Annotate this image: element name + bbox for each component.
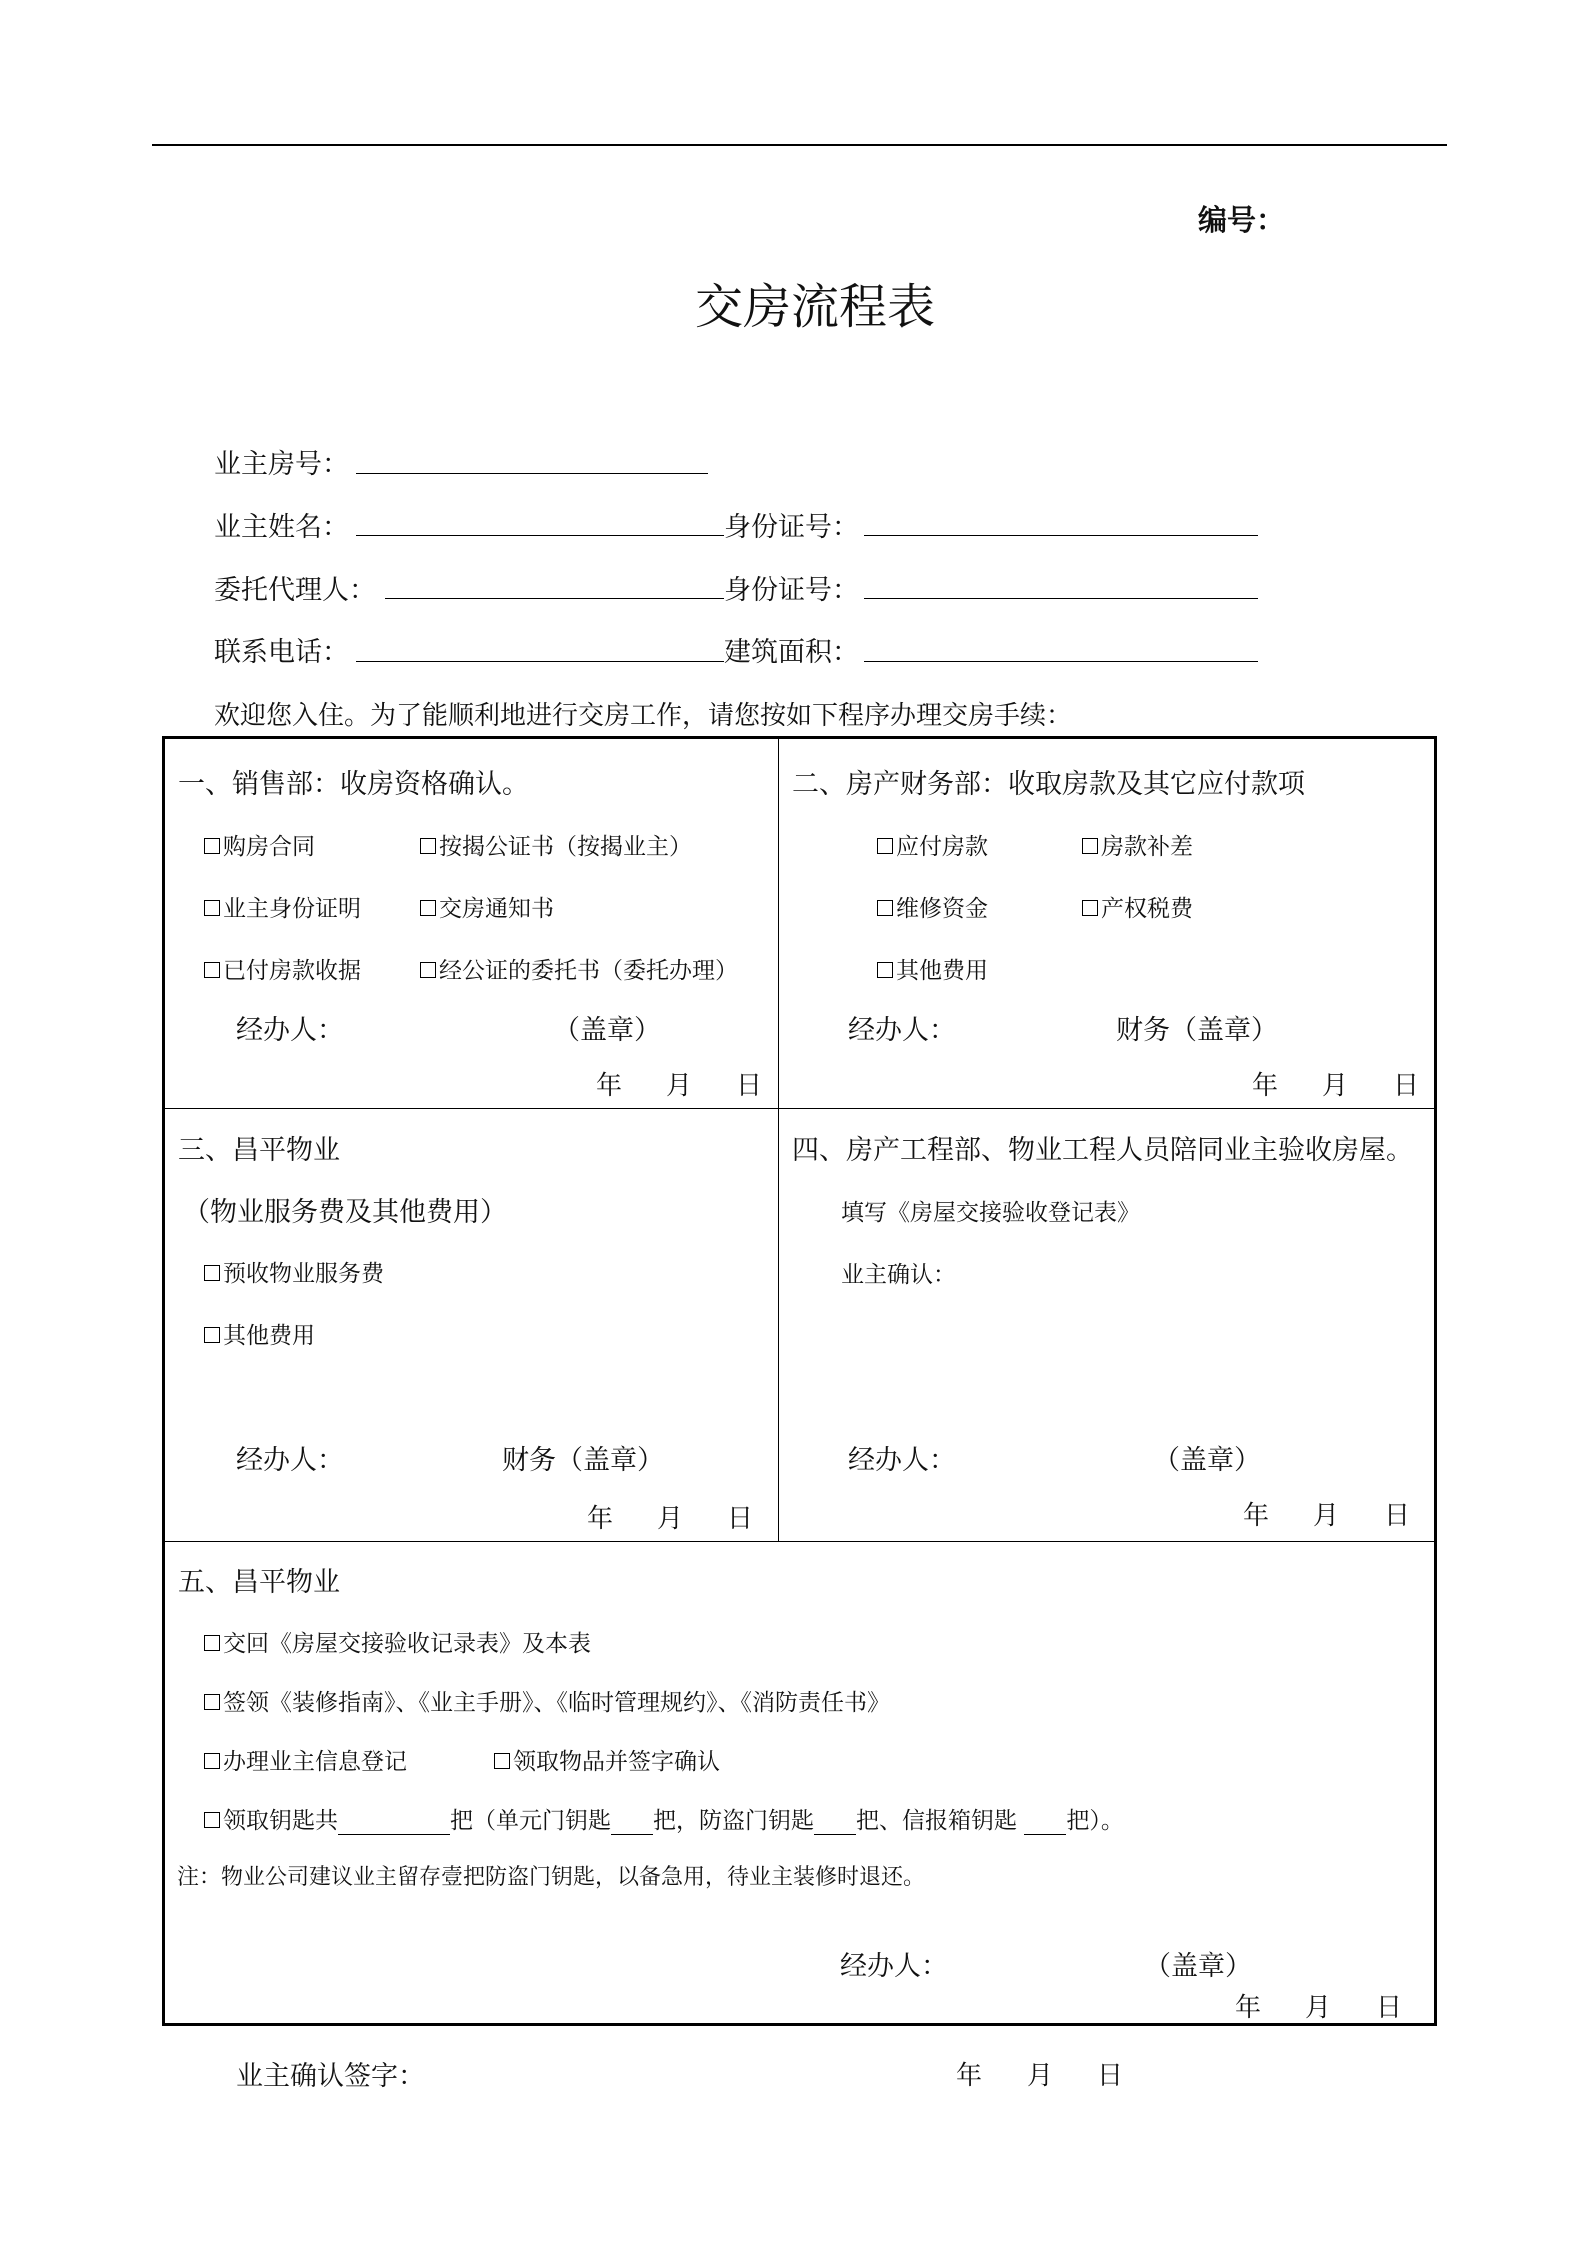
section3-day: 日 [727, 1504, 754, 1534]
section1-year: 年 [596, 1071, 623, 1101]
checkbox-icon[interactable] [1082, 838, 1098, 854]
footer-month: 月 [1027, 2061, 1054, 2091]
checkbox-icon[interactable] [204, 1635, 220, 1651]
section2-item-5[interactable]: 其他费用 [877, 952, 988, 985]
checkbox-icon[interactable] [204, 1812, 220, 1828]
section3-title: 三、昌平物业 [178, 1135, 340, 1166]
checkbox-icon[interactable] [204, 962, 220, 978]
checkbox-icon[interactable] [877, 962, 893, 978]
checkbox-icon[interactable] [1082, 900, 1098, 916]
checkbox-icon[interactable] [204, 900, 220, 916]
section2-year: 年 [1252, 1071, 1279, 1101]
section5-day: 日 [1376, 1993, 1403, 2023]
section4-stamp: （盖章） [1153, 1445, 1261, 1476]
section1-item-2[interactable]: 按揭公证书（按揭业主） [420, 828, 692, 861]
checkbox-icon[interactable] [494, 1753, 510, 1769]
section2-item-3[interactable]: 维修资金 [877, 890, 988, 923]
section1-item-6[interactable]: 经公证的委托书（委托办理） [420, 952, 738, 985]
section5-month: 月 [1305, 1993, 1332, 2023]
checkbox-icon[interactable] [204, 1753, 220, 1769]
total-keys-blank[interactable] [338, 1808, 450, 1835]
section1-item-4[interactable]: 交房通知书 [420, 890, 554, 923]
section2-handler: 经办人： [848, 1015, 956, 1046]
section1-title: 一、销售部：收房资格确认。 [178, 769, 529, 800]
room-no-field[interactable] [356, 473, 708, 474]
section1-month: 月 [666, 1071, 693, 1101]
section3-subtitle: （物业服务费及其他费用） [183, 1197, 507, 1228]
section3-item-2[interactable]: 其他费用 [204, 1317, 315, 1350]
checkbox-icon[interactable] [204, 838, 220, 854]
section3-year: 年 [587, 1504, 614, 1534]
section4-line2: 业主确认： [841, 1262, 956, 1288]
welcome-text: 欢迎您入住。为了能顺利地进行交房工作，请您按如下程序办理交房手续： [214, 701, 1073, 731]
section5-year: 年 [1235, 1993, 1262, 2023]
room-no-label: 业主房号： [214, 449, 349, 480]
section2-month: 月 [1322, 1071, 1349, 1101]
row-divider-2 [164, 1541, 1435, 1542]
footer-day: 日 [1097, 2061, 1124, 2091]
section4-month: 月 [1313, 1501, 1340, 1531]
section3-handler: 经办人： [236, 1445, 344, 1476]
checkbox-icon[interactable] [420, 962, 436, 978]
section3-item-1[interactable]: 预收物业服务费 [204, 1255, 384, 1288]
section4-day: 日 [1384, 1501, 1411, 1531]
section4-handler: 经办人： [848, 1445, 956, 1476]
section2-title: 二、房产财务部：收取房款及其它应付款项 [792, 769, 1305, 800]
agent-field[interactable] [385, 598, 724, 599]
owner-signature-label: 业主确认签字： [236, 2061, 425, 2092]
section5-item-2[interactable]: 签领《装修指南》、《业主手册》、《临时管理规约》、《消防责任书》 [204, 1684, 890, 1717]
section1-item-5[interactable]: 已付房款收据 [204, 952, 361, 985]
section4-title: 四、房产工程部、物业工程人员陪同业主验收房屋。 [792, 1135, 1413, 1166]
id-no-label-1: 身份证号： [724, 512, 859, 543]
section1-item-1[interactable]: 购房合同 [204, 828, 315, 861]
mailbox-keys-blank[interactable] [1024, 1808, 1066, 1835]
area-field[interactable] [864, 661, 1258, 662]
section5-item-3[interactable]: 办理业主信息登记 [204, 1743, 407, 1776]
checkbox-icon[interactable] [420, 900, 436, 916]
section5-title: 五、昌平物业 [178, 1567, 340, 1598]
id-no-field-2[interactable] [864, 598, 1258, 599]
section1-item-3[interactable]: 业主身份证明 [204, 890, 361, 923]
unit-door-keys-blank[interactable] [611, 1808, 653, 1835]
area-label: 建筑面积： [724, 637, 859, 668]
checkbox-icon[interactable] [204, 1694, 220, 1710]
checkbox-icon[interactable] [204, 1265, 220, 1281]
section5-item-4[interactable]: 领取物品并签字确认 [494, 1743, 720, 1776]
section5-note: 注：物业公司建议业主留存壹把防盗门钥匙，以备急用，待业主装修时退还。 [177, 1865, 926, 1890]
checkbox-icon[interactable] [877, 838, 893, 854]
phone-label: 联系电话： [214, 637, 349, 668]
section1-handler: 经办人： [236, 1015, 344, 1046]
checkbox-icon[interactable] [420, 838, 436, 854]
top-rule [152, 144, 1447, 146]
agent-label: 委托代理人： [214, 575, 376, 606]
section5-keys-line[interactable]: 领取钥匙共 把（单元门钥匙 把，防盗门钥匙 把、信报箱钥匙 把）。 [204, 1802, 1124, 1835]
security-door-keys-blank[interactable] [814, 1808, 856, 1835]
section3-stamp: 财务（盖章） [502, 1445, 664, 1476]
section5-handler: 经办人： [840, 1951, 948, 1982]
section4-year: 年 [1243, 1501, 1270, 1531]
section2-item-4[interactable]: 产权税费 [1082, 890, 1193, 923]
footer-year: 年 [956, 2061, 983, 2091]
doc-number-label: 编号： [1198, 203, 1286, 237]
owner-name-field[interactable] [356, 535, 724, 536]
id-no-field-1[interactable] [864, 535, 1258, 536]
section3-month: 月 [657, 1504, 684, 1534]
section2-stamp: 财务（盖章） [1116, 1015, 1278, 1046]
section4-line1: 填写《房屋交接验收登记表》 [841, 1200, 1140, 1226]
section2-day: 日 [1393, 1071, 1420, 1101]
checkbox-icon[interactable] [204, 1327, 220, 1343]
section1-day: 日 [736, 1071, 763, 1101]
section1-stamp: （盖章） [553, 1015, 661, 1046]
page-title: 交房流程表 [694, 279, 935, 335]
section5-stamp: （盖章） [1144, 1951, 1252, 1982]
row-divider-1 [164, 1108, 1435, 1109]
phone-field[interactable] [356, 661, 724, 662]
section5-item-1[interactable]: 交回《房屋交接验收记录表》及本表 [204, 1625, 591, 1658]
column-divider [778, 738, 779, 1542]
id-no-label-2: 身份证号： [724, 575, 859, 606]
checkbox-icon[interactable] [877, 900, 893, 916]
section2-item-2[interactable]: 房款补差 [1082, 828, 1193, 861]
owner-name-label: 业主姓名： [214, 512, 349, 543]
section2-item-1[interactable]: 应付房款 [877, 828, 988, 861]
